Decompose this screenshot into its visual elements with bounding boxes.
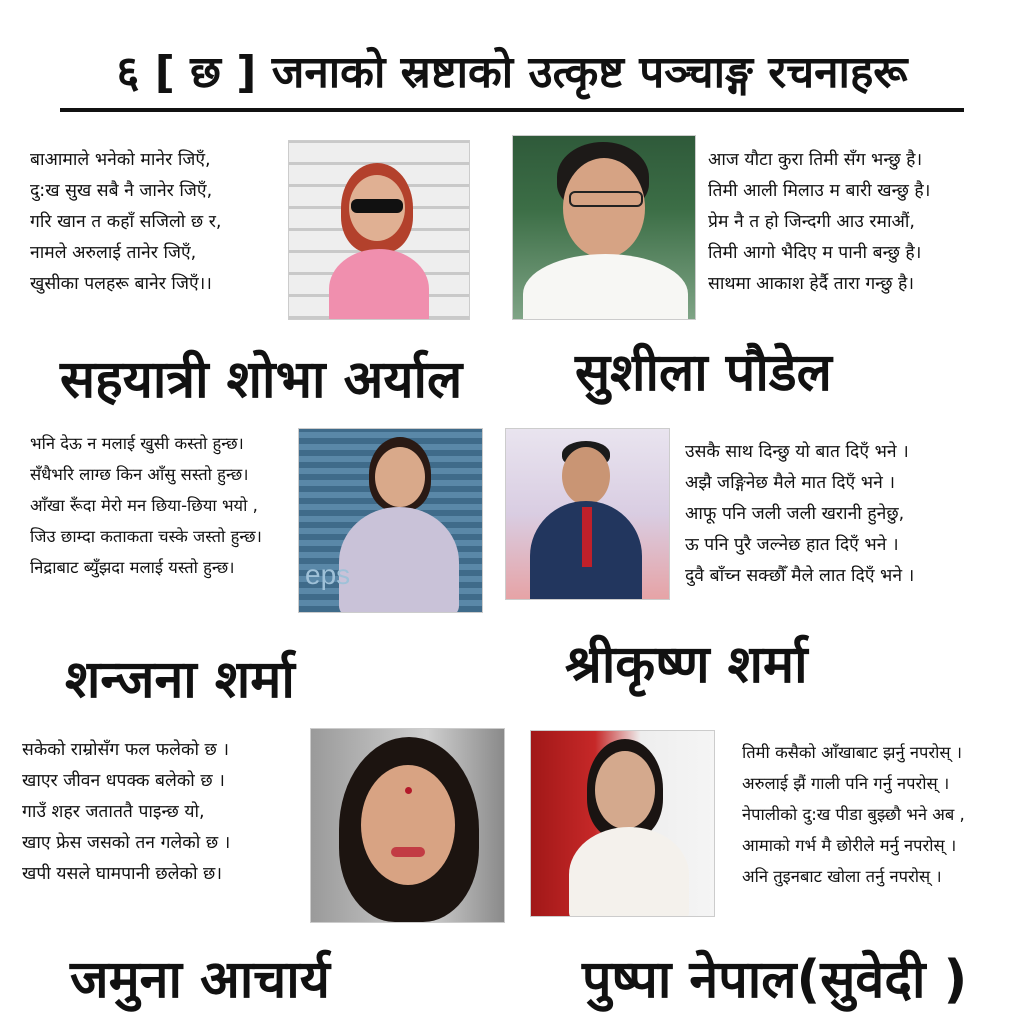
poem-line: आँखा रूँदा मेरो मन छिया-छिया भयो , bbox=[30, 496, 258, 515]
poem-line: नेपालीको दु:ख पीडा बुझ्छौ भने अब , bbox=[742, 805, 965, 824]
poem-line: खुसीका पलहरू बानेर जिएँ।। bbox=[30, 274, 212, 294]
poem-shobha bbox=[30, 145, 221, 300]
poem-line: निद्राबाट ब्युँझदा मलाई यस्तो हुन्छ। bbox=[30, 558, 235, 577]
poem-pushpa bbox=[742, 737, 965, 892]
poem-shanjana bbox=[30, 428, 262, 583]
page-title: ६ [ छ ] जनाको स्रष्टाको उत्कृष्ट पञ्चाङ्ग रचनाहरू bbox=[116, 47, 908, 98]
poem-line: गरि खान त कहाँ सजिलो छ र, bbox=[30, 212, 222, 232]
portrait-photo-shrikrishna bbox=[505, 428, 670, 600]
poem-line: तिमी आली मिलाउ म बारी खन्छु है। bbox=[708, 181, 931, 201]
poem-line: आमाको गर्भ मै छोरीले मर्नु नपरोस् । bbox=[742, 836, 957, 855]
portrait-photo-shobha bbox=[288, 140, 470, 320]
poem-line: गाउँ शहर जताततै पाइन्छ यो, bbox=[22, 802, 205, 822]
poem-line: खाएर जीवन धपक्क बलेको छ । bbox=[22, 771, 225, 791]
poem-line: अनि तुइनबाट खोला तर्नु नपरोस् । bbox=[742, 867, 942, 886]
wall-sign-text: eps bbox=[305, 559, 351, 590]
author-name-shanjana: शन्जना शर्मा bbox=[65, 650, 295, 710]
poem-line: सँधैभरि लाग्छ किन आँसु सस्तो हुन्छ। bbox=[30, 465, 249, 484]
poem-line: जिउ छाम्दा कताकता चस्के जस्तो हुन्छ। bbox=[30, 527, 262, 546]
portrait-photo-jamuna bbox=[310, 728, 505, 923]
poem-line: खाए फ्रेस जसको तन गलेको छ । bbox=[22, 833, 231, 853]
poem-line: तिमी कसैको आँखाबाट झर्नु नपरोस् । bbox=[742, 743, 963, 762]
author-name-shobha: सहयात्री शोभा अर्याल bbox=[60, 350, 463, 410]
poem-line: ऊ पनि पुरै जल्नेछ हात दिएँ भने । bbox=[685, 535, 899, 555]
poem-line: दु:ख सुख सबै नै जानेर जिएँ, bbox=[30, 181, 213, 201]
poem-line: तिमी आगो भैदिए म पानी बन्छु है। bbox=[708, 243, 922, 263]
poem-line: बाआमाले भनेको मानेर जिएँ, bbox=[30, 150, 211, 170]
portrait-photo-pushpa bbox=[530, 730, 715, 917]
poem-line: नामले अरुलाई तानेर जिएँ, bbox=[30, 243, 197, 263]
author-name-pushpa: पुष्पा नेपाल(सुवेदी ) bbox=[582, 950, 968, 1010]
poem-line: दुवै बाँच्न सक्छौँ मैले लात दिएँ भने । bbox=[685, 566, 915, 586]
author-name-sushila: सुशीला पौडेल bbox=[575, 343, 832, 403]
poem-line: सकेको राम्रोसँग फल फलेको छ । bbox=[22, 740, 230, 760]
poem-jamuna bbox=[22, 735, 230, 890]
author-name-shrikrishna: श्रीकृष्ण शर्मा bbox=[565, 635, 808, 695]
poem-line: अरुलाई झैं गाली पनि गर्नु नपरोस् । bbox=[742, 774, 950, 793]
poem-line: साथमा आकाश हेर्दै तारा गन्छु है। bbox=[708, 274, 914, 294]
poem-line: आज यौटा कुरा तिमी सँग भन्छु है। bbox=[708, 150, 923, 170]
poem-line: उसकै साथ दिन्छु यो बात दिएँ भने । bbox=[685, 442, 909, 462]
poem-line: आफू पनि जली जली खरानी हुनेछु, bbox=[685, 504, 905, 524]
poem-line: खपी यसले घामपानी छलेको छ। bbox=[22, 864, 222, 884]
poem-line: प्रेम नै त हो जिन्दगी आउ रमाऔं, bbox=[708, 212, 915, 232]
title-underline bbox=[60, 108, 964, 112]
poem-sushila bbox=[708, 145, 930, 300]
author-name-jamuna: जमुना आचार्य bbox=[70, 950, 330, 1010]
portrait-photo-shanjana bbox=[298, 428, 483, 613]
poem-line: अझै जङ्गिनेछ मैले मात दिएँ भने । bbox=[685, 473, 896, 493]
portrait-photo-sushila bbox=[512, 135, 696, 320]
poem-line: भनि देऊ न मलाई खुसी कस्तो हुन्छ। bbox=[30, 434, 244, 453]
poem-shrikrishna bbox=[685, 437, 914, 592]
